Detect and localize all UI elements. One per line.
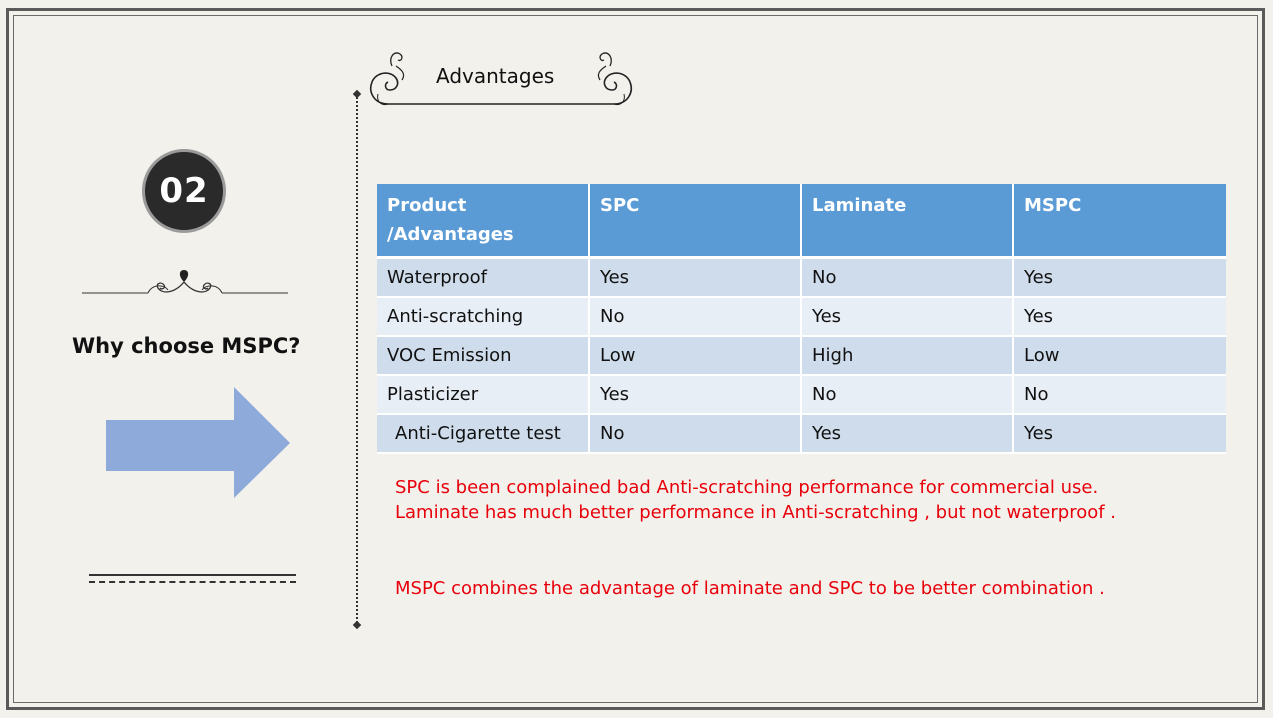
cell-spc: Low bbox=[589, 336, 801, 375]
cell-mspc: Low bbox=[1013, 336, 1226, 375]
table-row bbox=[377, 336, 1226, 375]
banner-label: Advantages bbox=[436, 64, 555, 88]
cell-spc: Yes bbox=[589, 375, 801, 414]
note-line-3: MSPC combines the advantage of laminate and SPC to be better combination . bbox=[395, 578, 1105, 599]
cell-mspc: Yes bbox=[1013, 297, 1226, 336]
section-title: Why choose MSPC? bbox=[72, 334, 301, 358]
table-row bbox=[377, 414, 1226, 453]
cell-spc: Yes bbox=[589, 258, 801, 297]
cell-mspc: No bbox=[1013, 375, 1226, 414]
section-number-badge: 02 bbox=[142, 149, 226, 233]
header-cell-spc: SPC bbox=[589, 184, 801, 258]
note-line-2: Laminate has much better performance in Anti-scratching , but not waterproof . bbox=[395, 502, 1117, 523]
table-header-row bbox=[377, 184, 1226, 258]
cell-spc: No bbox=[589, 297, 801, 336]
header-product-line2: /Advantages bbox=[387, 224, 514, 245]
cell-laminate: No bbox=[801, 258, 1013, 297]
row-label: Anti-scratching bbox=[377, 297, 589, 336]
comparison-table bbox=[377, 184, 1226, 454]
right-arrow-icon bbox=[106, 387, 292, 499]
row-label: Anti-Cigarette test bbox=[377, 414, 589, 453]
cell-spc: No bbox=[589, 414, 801, 453]
cell-laminate: No bbox=[801, 375, 1013, 414]
table-row bbox=[377, 258, 1226, 297]
cell-mspc: Yes bbox=[1013, 258, 1226, 297]
table-row bbox=[377, 375, 1226, 414]
vertical-dotted-divider bbox=[356, 94, 358, 626]
header-product-line1: Product bbox=[387, 195, 467, 216]
header-cell-mspc: MSPC bbox=[1013, 184, 1226, 258]
row-label: Waterproof bbox=[377, 258, 589, 297]
cell-laminate: Yes bbox=[801, 414, 1013, 453]
flourish-ornament-icon bbox=[82, 268, 288, 300]
row-label: Plasticizer bbox=[377, 375, 589, 414]
note-line-1: SPC is been complained bad Anti-scratching performance for commercial use. bbox=[395, 477, 1099, 498]
table-row bbox=[377, 297, 1226, 336]
cell-laminate: High bbox=[801, 336, 1013, 375]
header-cell-laminate: Laminate bbox=[801, 184, 1013, 258]
row-label: VOC Emission bbox=[377, 336, 589, 375]
dashed-divider bbox=[89, 574, 296, 583]
header-cell-product bbox=[377, 184, 589, 258]
cell-mspc: Yes bbox=[1013, 414, 1226, 453]
cell-laminate: Yes bbox=[801, 297, 1013, 336]
